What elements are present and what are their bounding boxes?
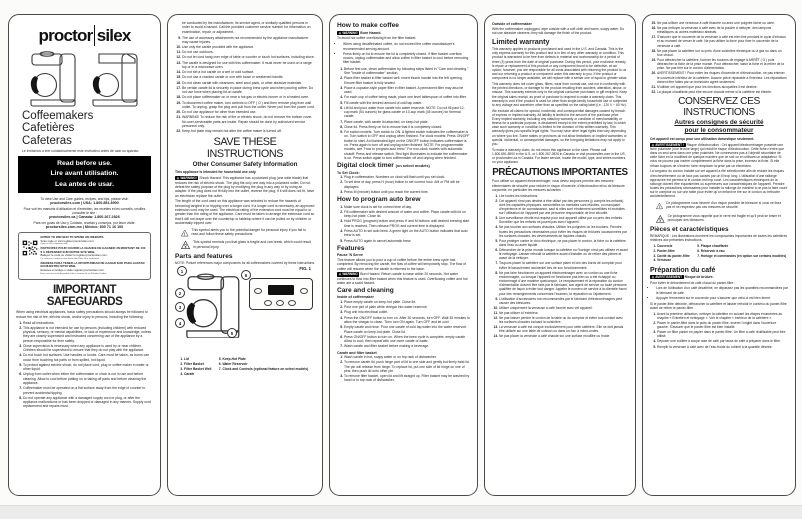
conservez-ces-instructions-heading: CONSERVEZ CES INSTRUCTIONS: [678, 96, 760, 119]
list-item: • Press firmly on lid to ensure the lid is completely closed. If filter basket overflow occurs, unplug coffeemaker and allow coffee in filter basket to cool before removing filter basket.: [343, 52, 470, 65]
list-item: 18. Ne pas placer la cafetière sur ou près d'une cuisinière électrique ou à gaz ou dans un four chaud.: [657, 49, 788, 57]
list-item: 11. Do not use outdoors.: [182, 50, 315, 54]
list-item: 12. Do not let cord hang over edge of table or counter or touch hot surfaces, including stove.: [182, 55, 315, 59]
prep-steps: [650, 312, 788, 349]
figure-coffeemaker-drawing: [181, 272, 247, 338]
list-item: • Appuyer fermement sur le couvercle pour s'assurer que celui-ci est bien fermé.: [656, 296, 788, 300]
conservez-instructions-panel: [642, 14, 796, 496]
list-item: 1. Read all instructions.: [23, 321, 153, 325]
title-en: Coffeemakers: [22, 110, 94, 122]
glass-fragile-icon: [181, 240, 190, 250]
contest-note-es: Este concurso está disponible sólo a clientes de los Estados Unidos.: [40, 272, 108, 275]
visit-label-en: To view Use and Care guides, recipes, and tips, please visit:: [40, 196, 129, 201]
picto-blessure-note: [656, 201, 786, 211]
website-phone-mx: proctorsilex.com.mx | México: 800 71 16 100: [45, 225, 124, 230]
how-to-make-coffee-panel: [329, 14, 478, 496]
product-titles: [22, 110, 153, 147]
carafe-cleaning-steps: [337, 355, 470, 383]
callout-5: 5: [227, 328, 237, 338]
list-item: 15. Do not use a cracked carafe or one with loose or weakened handle.: [182, 75, 315, 79]
list-item: 17. Be certain carafe lid is securely in place during brew cycle and when pouring coffee. Do not use force when placing lid on carafe.: [182, 86, 315, 95]
list-item: 6. Press ON/OFF button to turn on. When the brew cycle is complete, empty carafe. Allow to cool; then repeat with one more carafe of water.: [344, 335, 470, 344]
cordon-paragraph: La longueur du cordon installé sur cet appareil a été sélectionnée afin de réduire les risques d'enchevêtrement ou de faux pas causés par un fil trop long. L'utilisation d'une rallonge approuvée est permise si le cordon est trop court. Les caractéristiques électriques de la rallonge doivent être équivalentes ou supérieures aux caractéristiques de l'appareil. Prendre toutes les précautions nécessaires pour installer la rallonge de manière à ne pas la faire courir sur le comptoir ou sur une table pour éviter qu'un enfant ne tire sur le cordon ou trébuche accidentellement.: [650, 169, 788, 199]
list-item: 2. To remove carafe lid, push hinge part of lid to one side and gently but firmly twist lid. The pin will release from hinge. To replace lid, put one side of lid hinge on one of pins; then push lid onto other pin.: [344, 360, 470, 373]
list-item: 6. Water Reservoir: [222, 362, 308, 366]
outside-coffeemaker-paragraph: With the coffeemaker unplugged, wipe outside with a soft cloth and warm, soapy water. Do not use abrasive cleaners; they will damage the finish of the product.: [492, 26, 625, 35]
autres-consignes-line-1: Autres consignes de sécurité: [674, 119, 764, 127]
list-item: 6. Lift lid and pour water from carafe into water reservoir. NOTE: Do not fill past 12-cup mark (54 ounces) for glass carafe or 10-cup mark (45 ounces) for thermal carafe.: [344, 106, 470, 119]
inset-button-right: [300, 288, 308, 294]
set-clock-steps: [337, 175, 470, 194]
list-item: 1. Lid: [184, 357, 211, 361]
list-item: 1. Wash carafe in hot, soapy water or on top rack of dishwasher.: [344, 355, 470, 359]
warning-triangle-icon: ⚠: [338, 272, 342, 277]
list-item: 1. Plug in coffeemaker. Numbers on clock will flash until you set clock.: [344, 175, 470, 179]
list-item: 2. Place filter basket in filter basket well. Insert thumb handle into the left opening. Ensure filter basket is fully seated.: [344, 76, 470, 85]
preparation-du-cafe-heading: Préparation du café: [650, 266, 716, 274]
list-item: 8. Close lid. Press firmly on lid to ensure that it is completely closed.: [344, 125, 470, 129]
list-item: 20. Do not use appliance for other than intended use.: [182, 110, 315, 114]
domestic-use-note-fr: Cet appareil est conçu pour une utilisation domestique seulement.: [650, 137, 755, 142]
list-item: 4. Verseuse: [657, 258, 690, 262]
prep-intro: Pour éviter le débordement de café chaud du panier-filtre :: [650, 280, 736, 285]
brulure-warning: ⚠ AVERTISSEMENT Risque de brûlure.: [651, 274, 714, 279]
list-item: 2. Panier-filtre: [657, 249, 690, 253]
precautions-intro: Pour utiliser un appareil électroménager, vous devez toujours prendre des mesures élémentaires de sécurité pour réduire le risque d'incendie, d'électrocution et/ou de blessure corporelle, en particulier les mesures suivantes :: [492, 179, 625, 192]
title-es: Cafeteras: [22, 134, 72, 147]
logo-divider: [94, 25, 95, 46]
precautions-list-15-22: [650, 21, 788, 94]
warning-triangle-icon: ⚠: [651, 274, 655, 279]
avertissement-chip: ⚠ AVERTISSEMENT: [651, 274, 683, 279]
list-item: 3. Une surveillance étroite est requise pour tout appareil utilisé par ou près des enfants. Surveiller que les enfants ne jouent pas avec l'appareil.: [499, 216, 628, 224]
precautions-importantes-heading: PRÉCAUTIONS IMPORTANTES: [492, 166, 628, 178]
list-item: 5. Remplir la verseuse à café avec de l'eau froide du robinet à la quantité désirée.: [657, 345, 788, 349]
list-item: 6. Unplug from outlet when either the coffeemaker or clock is not in use and before cleaning. Allow to cool before putting on or taking off parts and before cleaning the appliance.: [23, 372, 153, 385]
callout-4: 4: [175, 318, 185, 328]
coffeemaker-drawing-1: [27, 49, 81, 107]
list-item: 3. Cavité du panier-filtre: [657, 254, 690, 258]
glass-fragile-icon: [656, 214, 665, 224]
list-item: 1. Make sure clock is set for correct time of day.: [344, 205, 470, 209]
warning-chip: ⚠ WARNING: [338, 272, 358, 277]
how-to-make-coffee-heading: How to make coffee: [337, 22, 399, 29]
list-item: 7. Coffeemaker must be operated on a flat surface away from the edge of counter to prevent accidental tipping.: [23, 386, 153, 395]
qr-code: [22, 236, 38, 260]
proctor-silex-logo: [16, 25, 153, 46]
injury-symbol-text: This symbol alerts you to the potential danger for personal injury if you fail to read and follow these safety precautions.: [191, 227, 306, 237]
list-item: 4. Do not touch hot surfaces. Use handles or knobs. Care must be taken, as burns can occur from touching hot parts or from spilled, hot liquid.: [23, 353, 153, 362]
glass-symbol-text: This symbol reminds you that glass is fragile and can break, which could result in personal injury.: [193, 240, 311, 249]
list-item: 3. Placer un filtre panier en papier dans le panier-filtre. Un filtre à café réutilisable peut être utilisé.: [657, 330, 788, 338]
overflow-bullets: [337, 42, 470, 64]
list-item: 8. Do not operate any appliance with a damaged supply cord or plug, or after the appliance malfunctions or has been dropped or damaged in any manner. Supply cord replacement and repairs must: [23, 396, 153, 409]
list-item: 4. Déposer une cuillère à soupe rase de café par tasse de café à préparer dans le filtre.: [657, 339, 788, 343]
figure-1: [175, 266, 315, 378]
pieces-list: [650, 244, 788, 266]
parts-and-features-heading: Parts and features: [175, 252, 233, 260]
clock-display: [268, 285, 294, 295]
list-item: 4. For each cup of coffee being made, place one level tablespoon of coffee into filter.: [344, 95, 470, 99]
list-item: 16. Ne pas nettoyer la verseuse à café avec de la poudre à nettoyer, des tampons métalliques ou autres matériaux abrasifs.: [657, 26, 788, 34]
callout-6: 6: [241, 270, 251, 280]
precautions-list-1-14: [492, 194, 628, 339]
warning-triangle-icon: ⚠: [651, 142, 655, 147]
select-models-note: (on select models): [395, 163, 430, 169]
warranty-paragraph-4: To make a warranty claim, do not return this appliance to the store. Please call 1.800.851.8900 in the U.S. or 1.800.267.2826 in Canada or visit proctorsilex.com in the US, or proctorsilex.ca in Canada. For faster service, locate the model, type, and series numbers on your appliance.: [492, 147, 626, 165]
warranty-precautions-panel: [484, 14, 636, 496]
avoid-overflow-intro: To avoid hot coffee overflowing from the filter basket:: [337, 36, 417, 41]
picto-verre-text: Ce pictogramme vous rappelle que le verre est fragile et qu'il peut se briser et provoquer des blessures.: [667, 213, 781, 222]
warning-triangle-icon: ⚠: [176, 176, 180, 181]
list-item: 9. The use of accessory attachments not recommended by the appliance manufacturer may cause injuries.: [182, 36, 315, 45]
website-phone-us: proctorsilex.com | USA: 1.800.851.8900: [50, 201, 119, 206]
list-item: 5. Fill carafe with the desired amount of cold tap water.: [344, 101, 470, 105]
list-item: 13. The carafe is designed for use with this coffeemaker. It must never be used on a range top or in a microwave oven.: [182, 61, 315, 70]
read-before-use-en: Read before use.: [57, 160, 112, 168]
figure-1-label: FIG. 1: [299, 266, 311, 272]
carafe-filter-basket-heading: Carafe and filter basket: [337, 350, 377, 355]
features-heading: Features: [337, 244, 365, 252]
outside-coffeemaker-heading: Outside of coffeemaker: [492, 22, 532, 26]
list-item: 20. AVERTISSEMENT ! Pour éviter les risques d'incendie et d'électrocution, ne pas enlever le couvercle intérieur de la cafetière. Aucune pièce réparable à l'intérieur. Les réparations doivent être faites par un technicien agréé seulement.: [657, 71, 788, 84]
contest-note-en: Open to US customers only.: [40, 243, 68, 246]
contest-sub-fr: Balayez le code ou visitez le register.proctorsilex.com.: [40, 253, 108, 258]
list-item: 2. Fill coffeemaker with desired amount of water and coffee. Place carafe with lid on keep-hot plate. Close lid.: [344, 210, 470, 219]
list-item: 2. To set time of day, press H (hour) button to set current hour. AM or PM will be displayed.: [344, 180, 470, 189]
glass-symbol-note: [181, 240, 313, 250]
alert-triangle-icon: [181, 228, 189, 238]
list-item: 2. This appliance is not intended for use by persons (including children) with reduced physical, sensory, or mental capabilities, or lack of experience and knowledge, unless they are closely supervised and instructed concerning use of the appliance by a person responsible for their safety.: [23, 326, 153, 343]
safeguards-intro: When using electrical appliances, basic safety precautions should always be followed to reduce the risk of fire, electric shock, and/or injury to persons, including the following:: [16, 310, 148, 319]
alert-triangle-icon: [656, 201, 663, 211]
injury-symbol-note: [181, 228, 313, 238]
list-item: 3. Hold PROG (program) button and press H and M buttons until desired brewing start time is reached. Then release PROG and current time is displayed.: [344, 219, 470, 228]
prep-overflow-note: Si le panier-filtre déborde, débrancher la cafetière et laisser refroidir le contenu du panier-filtre avant de retirer le panier-filtre.: [650, 301, 787, 310]
safeguards-continued-panel: [167, 14, 323, 496]
pieces-caracteristiques-heading: Pièces et caractéristiques: [650, 226, 729, 234]
avertissement-chip: ⚠ AVERTISSEMENT !: [651, 142, 685, 147]
title-fr: Cafetières: [22, 122, 75, 135]
list-item: 2. Placer le panier-filtre dans le puits du panier-filtre. Insérer l'onglet dans l'ouverture gauche. S'assurer que le panier-filtre est bien installé.: [657, 321, 788, 329]
auto-brew-steps: [337, 205, 470, 243]
autres-consignes-heading: [650, 119, 788, 135]
important-safeguards-heading: IMPORTANT SAFEGUARDS: [46, 284, 123, 309]
list-item: 3. To remove filter basket, open lid and lift straight up. Filter basket may be washed by hand or in top rack of dishwasher.: [344, 374, 470, 383]
pieces-list-right: [694, 244, 786, 264]
list-item: 22. Keep-hot plate may remain hot after the coffee maker is turned off.: [182, 129, 315, 133]
limited-warranty-heading: Limited warranty: [492, 36, 550, 46]
list-item: 12. Ne pas laisser pendre le cordon de la table ou du comptoir et éviter tout contact avec les surfaces chaudes incluant la cuisinière.: [499, 316, 628, 324]
pieces-list-left: [650, 244, 690, 264]
contest-box: [18, 232, 151, 280]
list-item: 3. Place a cupcake-style paper filter in filter basket. A permanent filter may also be used.: [344, 86, 470, 95]
contest-note-fr: Ce concours s'adresse aux clients des États-Unis seulement.: [40, 258, 100, 261]
list-item: 4. Carafe: [184, 372, 211, 376]
brew-steps: [337, 67, 470, 160]
list-item: 14. Ne pas placer la verseuse à café chaude sur une surface mouillée ou froide.: [499, 334, 628, 338]
list-item: 2. Filter Basket: [184, 362, 211, 366]
svg-text:!: !: [184, 231, 186, 237]
list-item: 5. To protect against electric shock, do not place cord, plug or coffee maker in water or other liquid.: [23, 363, 153, 372]
list-item: 1. Place empty carafe on keep-hot plate. Close lid.: [344, 300, 470, 304]
warning-chip: ⚠ WARNING: [338, 30, 358, 35]
list-item: 7. Place carafe, with carafe lid attached, on keep-hot plate.: [344, 120, 470, 124]
callout-2: 2: [175, 288, 185, 298]
website-phone-ca: proctorsilex.ca | Canada: 1.800.267.2826: [49, 215, 120, 220]
contest-sub-es: Escanee el código o visite register.proctorsilex.com.: [40, 268, 105, 273]
coffeemaker-drawing-2: [89, 49, 143, 107]
list-item: 9. For switch models: Turn switch to ON. A lighted switch indicates the coffeemaker is on. Turn switch to OFF and unplug when finished. For clock models: Press ON/OFF button to start. An illuminated light on the ON/OFF button indicates coffeemaker is on. Press again to turn off and unplug when finished. NOTE: For programmable models, see "How to program auto brew." For non-clock models with automatic shutoff: Press and release switch. Red light illuminates to indicate the coffeemaker is on. Press switch again to turn coffeemaker off and unplug when finished.: [344, 130, 470, 160]
list-item: 5. Press AUTO again to cancel automatic brew.: [344, 239, 470, 243]
cord-length-paragraph: The length of the cord used on this appliance was selected to reduce the hazards of becoming tangled in or tripping over a longer cord. If a longer cord is necessary, an approved extension cord may be used. The electrical rating of the extension cord must be equal to or greater than the rating of the appliance. Care must be taken to arrange the extension cord so that it will not drape over the countertop or tabletop where it can be pulled on by children or accidentally tripped over.: [175, 199, 315, 225]
list-item: 19. Pour débrancher la cafetière, tourner les boutons de réglage à ARRÊT ( O ) puis débrancher la fiche de la prise murale. Pour débrancher, saisir la fiche et la retirer de la prise. Ne pas tirer sur le cordon d'alimentation.: [657, 58, 788, 71]
household-use-note: This appliance is intended for household use only.: [175, 170, 257, 175]
list-item: 17. S'assurer que le couvercle de la verseuse à café est bien fixé pendant le cycle d'infusion et au moment de verser le café. Ne pas utiliser la force pour fixer le couvercle de la verseuse à café.: [657, 35, 788, 48]
safeguards-list-9-22: [175, 36, 315, 134]
list-item: 3. Press M (minute) button until you reach the current time.: [344, 190, 470, 194]
picto-blessure-text: Ce pictogramme vous informe d'un risque possible de blessure si vous ne lisez pas et ne respectez pas ces mesures de sécurité.: [666, 201, 782, 210]
intro-panel: [8, 14, 161, 496]
list-item: 5. Plaque chauffante: [701, 244, 786, 248]
pause-n-serve-heading: Pause 'N Serve: [337, 253, 363, 258]
list-item: 1. Avant la première utilisation, nettoyer la cafetière en suivant les étapes énumérées au chapitre « Entretien et nettoyage ». Voir le chapitre « Intérieur de la cafetière ».: [657, 312, 788, 320]
list-item: 6. Débrancher de la prise murale lorsque la cafetière ou l'horloge n'est pas utilisée et avant le nettoyage. Laisser refroidir la cafetière avant d'installer ou de retirer des pièces et avant de la nettoyer.: [499, 248, 628, 261]
auto-brew-heading: How to program auto brew: [337, 196, 421, 204]
parts-note: NOTE: Picture references major components for all coffeemakers covered by these instructions.: [175, 260, 315, 265]
read-before-use-box: [18, 156, 151, 193]
list-item: 15. Ne pas utiliser une verseuse à café fissurée ou avec une poignée lâche ou usée.: [657, 21, 788, 25]
control-panel-inset: [249, 278, 313, 310]
list-item: 6. Réservoir à eau: [701, 249, 786, 253]
list-item: 16. Do not clean carafe with cleansers, steel wool pads, or other abrasive materials.: [182, 81, 315, 85]
inside-cleaning-steps: [337, 300, 470, 348]
list-item: 18. Do not place coffeemaker on or near a hot gas or electric burner or in a heated oven.: [182, 95, 315, 99]
scan-edge-strip: [0, 505, 802, 519]
list-item: 1. Lire toutes les instructions.: [499, 194, 628, 198]
shock-hazard-paragraph: ⚠ WARNING! Shock Hazard: This appliance has a polarized plug (one wide blade) that reduces the risk of electric shock. The plug fits only one way into a polarized outlet. Do not defeat the safety purpose of the plug by modifying the plug in any way or by using an adapter. If the plug does not fit fully into the outlet, reverse the plug. If it still does not fit, have an electrician replace the outlet.: [175, 176, 315, 198]
logo-word-proctor: proctor: [38, 25, 93, 45]
list-item: 14. Do not set a hot carafe on a wet or cold surface.: [182, 70, 315, 74]
prep-bullets: [650, 286, 788, 299]
list-item: 10. Use only the carafe provided with the appliance.: [182, 45, 315, 49]
list-item: 4. Ne pas toucher aux surfaces chaudes. Utiliser les poignées ou les boutons. Prendre toutes les précautions nécessaires pour éviter les risques de brûlures occasionnées par les surfaces chaudes, les déversements de liquides chauds.: [499, 225, 628, 238]
list-item: 4. Press the ON/OFF button to turn on. After 30 seconds, turn OFF. Wait 30 minutes to allow the vinegar to clean. Then turn ON again. Turn OFF and let cool.: [344, 316, 470, 325]
list-item: 21. WARNING! To reduce the risk of fire or electric shock, do not remove the bottom cover. No user-serviceable parts are inside. Repair should be done by authorized service personnel only.: [182, 115, 315, 128]
list-item: 1. Before first use, clean coffeemaker by following steps listed in "Care and cleaning." See "Inside of coffeemaker" section.: [344, 67, 470, 76]
save-these-instructions-heading: SAVE THESE INSTRUCTIONS: [206, 136, 284, 161]
list-item: • When using decaffeinated coffee, do not exceed the coffee manufacturer's recommended serving amount.: [343, 42, 470, 51]
visit-label-es: Para ver guías de Uso y Cuidado, recetas y consejos, por favor visite:: [33, 220, 136, 225]
warranty-paragraph-3: We exclude all claims for special, incidental, and consequential damages caused by breach of express or implied warranty. All liability is limited to the amount of the purchase price. Every implied warranty, including any statutory warranty or condition of merchantability or fitness for a particular purpose, is disclaimed except to the extent prohibited by law, in which case such warranty or condition is limited to the duration of this written warranty. This warranty gives you specific legal rights. You may have other legal rights that vary depending on where you live. Some states or provinces do not allow limitations on implied warranties or special, incidental, or consequential damages, so the foregoing limitations may not apply to you.: [492, 108, 627, 146]
pause-warning: ⚠ WARNING Burn Hazard. Return carafe to base within 20 seconds. Hot water continues to flow into filter basket when this feature is used. Overflowing coffee and hot water are a scald hazard.: [337, 272, 468, 286]
list-item: 3. Plug unit into electrical outlet.: [344, 310, 470, 314]
list-item: 22. La plaque chauffante peut être encore chaude même si la cafetière est éteinte.: [657, 90, 788, 94]
list-item: 4. Press AUTO to set auto brew. A green light on the AUTO button indicates that auto brew is set.: [344, 229, 470, 238]
contest-title-es: INGRESE PARA TENER LA OPORTUNIDAD DE GANAR $100 PARA GASTAR EN NUESTRO SITIO WEB.: [40, 260, 145, 269]
contest-title-fr: PARTICIPEZ POUR COURIR LA CHANCE DE GAGNER UN MONTANT DE 100 $ À DÉPENSER SUR NOTRE SITE WEB.: [40, 246, 146, 254]
svg-text:!: !: [658, 205, 661, 210]
list-item: 9. L'utilisation d'accessoires non recommandés par le fabricant d'électroménagers peut causer des blessures.: [499, 297, 628, 305]
list-item: • Lors de l'utilisation d'un café décaféiné, ne dépassez pas les quantités recommandées par le fabricant de café.: [656, 286, 788, 294]
list-item: 11. Ne pas utiliser à l'extérieur.: [499, 311, 628, 315]
list-item: 2. Cet appareil n'est pas destiné à être utilisé par des personnes (y compris les enfants) dont les capacités physiques, sensorielles ou mentales sont réduites, ou manquant d'expérience et de connaissance, sauf si elles sont étroitement surveillées et instruites sur l'utilisation de l'appareil par une personne responsable de leur sécurité.: [499, 199, 628, 216]
safeguard-item8-continued: be conducted by the manufacturer, its service agent, or similarly qualified persons in order to avoid a hazard. Call the provided customer service number for information on examination, repair, or adjustment.: [182, 21, 311, 34]
parts-list-left: [177, 357, 211, 377]
coffeemaker-illustrations: [16, 49, 153, 107]
warranty-paragraph-1: This warranty applies to products purchased and used in the U.S. and Canada. This is the only express warranty for this product and is in lieu of any other warranty or condition. This product is warranted to be free from defects in material and workmanship for a period of three (3) years from the date of original purchase. During this period, your exclusive remedy is repair or replacement of this product or any component found to be defective, at our option; however, you are responsible for all costs associated with returning the product to us and our returning a product or component under this warranty to you. If the product or component is no longer available, we will replace with a similar one of equal or greater value.: [492, 47, 628, 81]
inset-button-b2: [276, 300, 284, 306]
warranty-paragraph-2: This warranty does not cover glass, filters, wear from normal use, use not in conformity with the printed directions, or damage to the product resulting from accident, alteration, abuse, or misuse. This warranty extends only to the original consumer purchaser or gift recipient. Keep the original sales receipt, as proof of purchase is required to make a warranty claim. This warranty is void if the product is used for other than single-family household use or subjected to any voltage and waveform other than as specified on the rating label (i.e., 120 V ~ 60 Hz).: [492, 82, 628, 107]
inset-button-b1: [264, 300, 272, 306]
spanish-intro-note: Le invitamos a leer cuidadosamente este instructivo antes de usar su aparato.: [22, 149, 140, 154]
inside-coffeemaker-heading: Inside of coffeemaker: [337, 295, 374, 300]
digital-clock-heading: Digital clock timer (on select models): [337, 162, 430, 170]
autres-consignes-line-2: pour le consommateur: [684, 127, 754, 135]
warning-triangle-icon: ⚠: [338, 30, 342, 35]
contest-title-en: ENTER TO WIN $100 TO SPEND ON WEBSITE.: [40, 234, 105, 239]
callout-1: 1: [177, 266, 187, 276]
parts-list: [177, 357, 317, 379]
picto-verre-note: [656, 214, 786, 224]
list-item: 13. La verseuse à café est conçue exclusivement pour cette cafetière. Elle ne doit jamais être utilisée sur une table de cuisson ou dans un four à micro-ondes.: [499, 325, 628, 333]
list-item: 1. Couvercle: [657, 244, 690, 248]
list-item: 19. To disconnect coffee maker, turn controls to OFF ( O ) and then remove plug from wall outlet. To unplug, grasp the plug and pull from the outlet. Never pull from the power cord.: [182, 101, 315, 110]
logo-word-silex: silex: [96, 25, 131, 45]
list-item: 5. Empty carafe and rinse. Pour one carafe of cold tap water into the water reservoir. Place carafe on keep-hot plate. Close lid.: [344, 325, 470, 334]
list-item: 7. Horloge et commandes (en option sur certains modèles): [701, 254, 786, 258]
list-item: 10. Utiliser uniquement la verseuse à café fournie avec cet appareil.: [499, 306, 628, 310]
list-item: 7. Clock and Controls (optional feature on select models): [222, 367, 308, 371]
warning-chip: ⚠ WARNING!: [176, 176, 197, 181]
read-before-use-es: Lea antes de usar.: [55, 180, 114, 188]
other-consumer-safety-heading: Other Consumer Safety Information: [192, 161, 298, 169]
list-item: 3. Close supervision is necessary when any appliance is used by or near children. Children should be supervised to ensure that they do not play with the appliance.: [23, 344, 153, 353]
inset-button-left: [254, 288, 262, 294]
list-item: 7. Toujours placer la cafetière sur une surface plane et loin des bords de comptoir pour éviter le basculement accidentel lors de son fonctionnement.: [499, 261, 628, 269]
parts-list-right: [215, 357, 308, 377]
list-item: 7. Wash carafe and filter basket before making a beverage.: [344, 344, 470, 348]
safeguards-list-1-8: [16, 321, 153, 409]
list-item: 21. N'utiliser cet appareil que pour les fonctions auxquelles il est destiné.: [657, 85, 788, 89]
read-before-use-fr: Lire avant utilisation.: [50, 170, 119, 178]
care-and-cleaning-heading: Care and cleaning: [337, 286, 394, 294]
inset-button-b3: [288, 300, 296, 306]
contest-sub-en: Scan code or visit register.proctorsilex.com.: [40, 238, 95, 243]
list-item: 5. Pour protéger contre le choc électrique, ne pas placer le cordon, la fiche ou la cafetière dans l'eau ou autre liquide.: [499, 239, 628, 247]
set-clock-label: To Set Clock:: [337, 170, 360, 175]
pause-n-serve-paragraph: This feature allows you to pour a cup of coffee before the entire brew cycle has completed. By removing the carafe, the flow of coffee will temporarily stop. The flow of coffee will resume when the carafe is returned to the base.: [337, 257, 466, 271]
electrocution-paragraph: ⚠ AVERTISSEMENT ! Risque d'électrocution : Cet appareil électroménager possède une fiche polarisée (une broche large) qui réduit le risque d'électrocution. Cette fiche n'entre que dans un seul sens dans une prise polarisée. Ne contrevenez pas à l'objectif sécuritaire de cette fiche en la modifiant de quelque manière que ce soit ou en utilisant un adaptateur. Si vous ne pouvez pas insérer complètement la fiche dans la prise, inversez la fiche. Si elle refuse toujours de s'insérer, faire remplacer la prise par un électricien.: [650, 142, 784, 168]
list-item: 5. Keep-Hot Plate: [222, 357, 308, 361]
list-item: 3. Filter Basket Well: [184, 367, 211, 371]
list-item: 2. Pour one pint of plain white vinegar into water reservoir.: [344, 305, 470, 309]
callout-3: 3: [175, 302, 185, 312]
visit-label-fr: Pour voir les manuels d'utilisation et d'entretien, les recettes et les conseils, veuillez consulter le site :: [23, 206, 146, 215]
pieces-remarque: REMARQUE : Les illustrations montrent les composantes importantes de toutes les cafetières relatives aux présentes instructions.: [650, 233, 788, 243]
burn-hazard-warning: ⚠ WARNING Burn Hazard.: [338, 30, 382, 35]
list-item: 8. Ne pas faire fonctionner un appareil électroménager avec un cordon ou une fiche endommagée, ou lorsque l'appareil ne fonctionne pas bien ou a été échappé ou endommagé d'une manière quelconque. Le remplacement et la réparation du cordon d'alimentation doivent être faits par le fabricant, son agent de service ou toute personne qualifiée de façon à éviter tout danger. Appeler le numéro de service à la clientèle fourni pour des renseignements concernant l'examen, la réparation ou l'ajustement.: [499, 271, 628, 296]
contest-text: [41, 236, 148, 277]
